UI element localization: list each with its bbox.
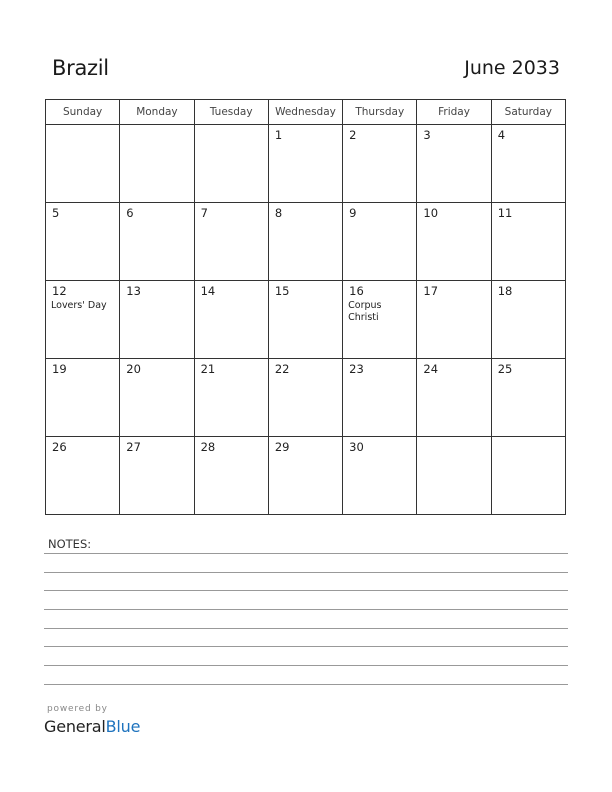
day-cell (343, 359, 417, 437)
day-number: 25 (497, 362, 513, 376)
day-cell (491, 203, 565, 281)
day-number: 22 (274, 362, 290, 376)
day-number: 15 (274, 284, 290, 298)
day-cell (417, 125, 491, 203)
weekday-sunday: Sunday (46, 100, 120, 125)
day-cell (194, 281, 268, 359)
day-number: 9 (349, 206, 357, 220)
day-cell (46, 437, 120, 515)
day-number: 17 (423, 284, 439, 298)
notes-label: NOTES: (48, 537, 92, 551)
day-cell (120, 281, 194, 359)
day-number: 28 (200, 440, 216, 454)
note-line (44, 590, 568, 591)
weekday-friday: Friday (417, 100, 491, 125)
weekday-thursday: Thursday (343, 100, 417, 125)
day-number: 24 (423, 362, 439, 376)
day-number: 14 (200, 284, 216, 298)
day-number: 2 (349, 128, 357, 142)
day-cell (417, 437, 491, 515)
day-cell (417, 359, 491, 437)
note-line (44, 628, 568, 629)
day-cell (194, 203, 268, 281)
weekday-monday: Monday (120, 100, 194, 125)
day-number: 21 (200, 362, 216, 376)
day-cell (268, 203, 342, 281)
day-number: 7 (200, 206, 208, 220)
weekday-tuesday: Tuesday (194, 100, 268, 125)
day-cell (120, 125, 194, 203)
day-cell (343, 203, 417, 281)
generalblue-logo (44, 717, 140, 736)
country-title: Brazil (52, 56, 109, 80)
day-cell (343, 281, 417, 359)
weekday-wednesday: Wednesday (268, 100, 342, 125)
day-number: 16 (349, 284, 364, 298)
holiday-label: Lovers' Day (51, 300, 107, 311)
logo-text-general: General (44, 717, 106, 736)
note-line (44, 646, 568, 647)
weekday-saturday: Saturday (491, 100, 565, 125)
day-cell (491, 281, 565, 359)
day-number: 8 (274, 206, 283, 220)
day-cell (194, 359, 268, 437)
day-cell (343, 125, 417, 203)
month-year-title: June 2033 (464, 57, 560, 79)
day-cell (491, 437, 565, 515)
day-number: 26 (52, 440, 67, 454)
day-number: 27 (126, 440, 141, 454)
day-number: 19 (52, 362, 67, 376)
calendar-grid (45, 99, 566, 515)
day-cell (491, 359, 565, 437)
note-line (44, 665, 568, 666)
day-cell (343, 437, 417, 515)
day-number: 30 (349, 440, 364, 454)
day-cell (417, 281, 491, 359)
day-cell (46, 359, 120, 437)
day-number: 29 (274, 440, 290, 454)
day-cell (46, 281, 120, 359)
day-cell (417, 203, 491, 281)
calendar-week-row (46, 437, 566, 515)
day-cell (268, 359, 342, 437)
holiday-label: Corpus Christi (348, 300, 382, 323)
day-number: 6 (126, 206, 134, 220)
calendar-week-row (46, 203, 566, 281)
day-cell (268, 125, 342, 203)
day-number: 20 (126, 362, 141, 376)
day-number: 1 (274, 128, 283, 142)
powered-by-text: powered by (47, 704, 108, 714)
day-cell (120, 359, 194, 437)
day-cell (120, 437, 194, 515)
calendar-week-row (46, 359, 566, 437)
day-number: 4 (497, 128, 506, 142)
day-number: 5 (52, 206, 60, 220)
day-cell (46, 203, 120, 281)
day-number: 3 (423, 128, 431, 142)
note-line (44, 572, 568, 573)
day-number: 10 (423, 206, 439, 220)
day-cell (120, 203, 194, 281)
day-number: 23 (349, 362, 364, 376)
note-line (44, 609, 568, 610)
day-cell (491, 125, 565, 203)
day-cell (46, 125, 120, 203)
day-number: 12 (52, 284, 67, 298)
note-line (44, 553, 568, 554)
day-number: 18 (497, 284, 513, 298)
day-cell (194, 125, 268, 203)
day-cell (268, 437, 342, 515)
day-cell (194, 437, 268, 515)
note-line (44, 684, 568, 685)
weekday-header-row (46, 100, 566, 125)
calendar-week-row (46, 281, 566, 359)
calendar-body (46, 125, 566, 515)
calendar-week-row (46, 125, 566, 203)
logo-text-blue: Blue (105, 717, 141, 736)
day-cell (268, 281, 342, 359)
day-number: 11 (497, 206, 513, 220)
day-number: 13 (126, 284, 141, 298)
